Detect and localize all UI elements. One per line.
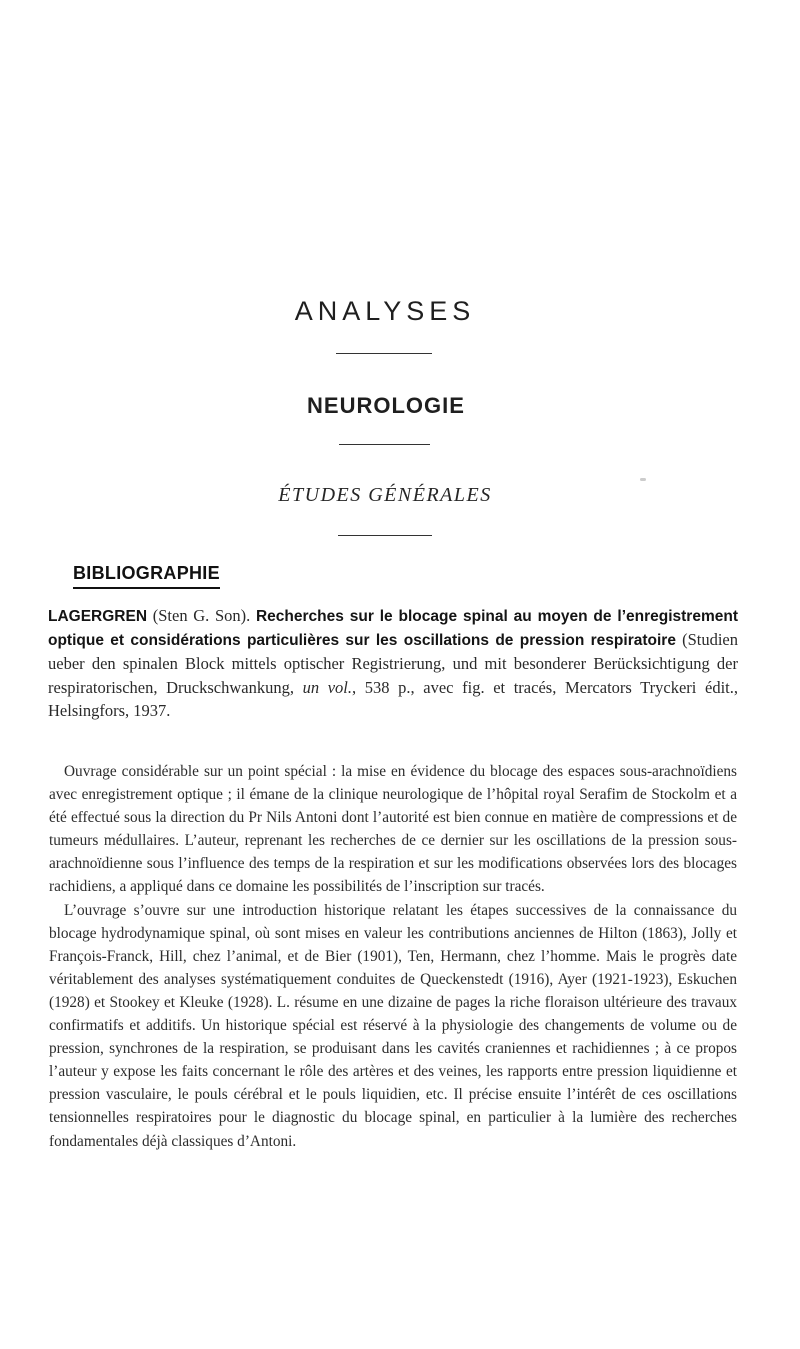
entry-volume: un vol. — [302, 677, 353, 697]
entry-title: Recherches sur le blocage spinal au moyen de l’enregistrement optique et considérations particulières sur les oscillations de pression respiratoire — [48, 608, 738, 650]
page-header-title: ANALYSES — [294, 296, 476, 326]
title-divider — [336, 353, 432, 354]
review-body — [49, 760, 737, 1153]
subsection-title: ÉTUDES GÉNÉRALES — [278, 484, 492, 506]
entry-publication: , 538 p., avec fig. et tracés, Mercators Tryckeri édit., Helsingfors, 1937. — [48, 677, 738, 720]
print-speck — [640, 478, 646, 481]
bibliography-heading: BIBLIOGRAPHIE — [73, 563, 220, 589]
entry-author: LAGERGREN — [48, 608, 148, 625]
section-title: NEUROLOGIE — [307, 393, 465, 418]
section-divider — [339, 444, 430, 445]
body-paragraph: L’ouvrage s’ouvre sur une introduction historique relatant les étapes successives de la connaissance du blocage hydrodynamique spinal, où sont mises en valeur les contributions anciennes de Hilton (1863), Jolly et François-Franck, Hill, chez l’animal, et de Bier (1901), Ten, Hermann, chez l’homme. Mais le progrès date véritablement des analyses systématiquement conduites de Queckenstedt (1916), Ayer (1921-1923), Eskuchen (1928) et Stookey et Kleuke (1928). L. résume en une dizaine de pages la riche floraison ultérieure des travaux confirmatifs et additifs. Un historique spécial est réservé à la physiologie des changements de volume ou de pression, synchrones de la respiration, se produisant dans les cavités craniennes et rachidiennes ; à ce propos l’auteur y expose les faits concernant le rôle des artères et des veines, les rapports entre pression liquidienne et pression vasculaire, le pouls cérébral et le pouls liquidien, etc. Il précise ensuite l’intérêt de ces oscillations tensionnelles respiratoires pour le diagnostic du blocage spinal, en particulier à la lumière des recherches fondamentales déjà classiques d’Antoni. — [49, 901, 737, 1150]
subsection-divider — [338, 535, 432, 536]
bibliography-entry — [48, 604, 738, 722]
body-paragraph: Ouvrage considérable sur un point spécial : la mise en évidence du blocage des espaces sous-arachnoïdiens avec enregistrement optique ; il émane de la clinique neurologique de l’hôpital royal Serafim de Stockolm et a été effectué sous la direction du Pr Nils Antoni dont l’autorité est bien connue en matière de compressions et de tumeurs médullaires. L’auteur, reprenant les recherches de ce dernier sur les oscillations de la pression sous-arachnoïdienne sous l’influence des temps de la respiration et sur les modifications observées lors des blocages rachidiens, a appliqué dans ce domaine les possibilités de l’inscription sur tracés. — [49, 763, 737, 896]
entry-original-title: (Studien ueber den spinalen Block mittels optischer Registrierung, und mit besonderer Berücksichtigung der respiratorischen, Druckschwankung, — [48, 630, 738, 697]
entry-author-detail: (Sten G. Son). — [147, 606, 256, 625]
